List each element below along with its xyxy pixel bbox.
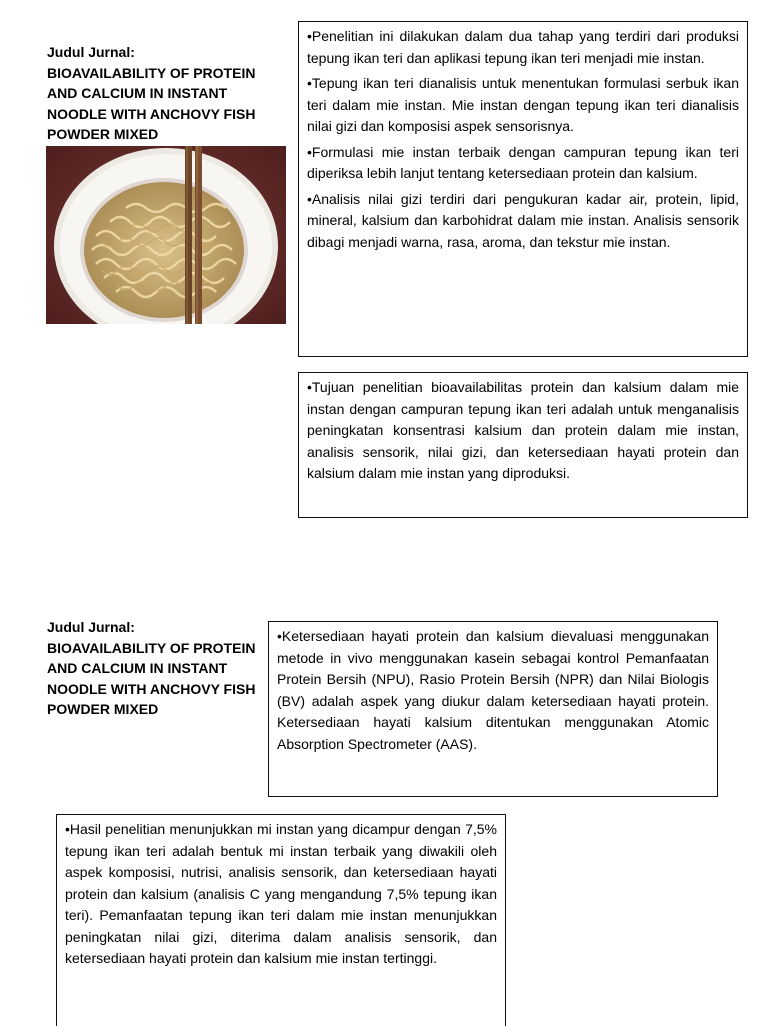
journal-title-2: BIOAVAILABILITY OF PROTEIN AND CALCIUM IN INSTANT NOODLE WITH ANCHOVY FISH POWDER MIXED — [47, 639, 256, 717]
journal-title-label-2: Judul Jurnal: — [47, 619, 135, 635]
method-paragraph-1: •Penelitian ini dilakukan dalam dua tahap yang terdiri dari produksi tepung ikan teri dan aplikasi tepung ikan teri menjadi mie instan. — [307, 28, 739, 66]
journal-title-block — [47, 42, 272, 145]
noodle-bowl-illustration — [46, 146, 286, 324]
slide-2 — [0, 600, 768, 1024]
bioavailability-method-text: •Ketersediaan hayati protein dan kalsium dievaluasi menggunakan metode in vivo menggunakan kasein sebagai kontrol Pemanfaatan Protein Bersih (NPU), Rasio Protein Bersih (NPR) dan Nilai Biologis (BV) adalah aspek yang diukur dalam ketersediaan hayati protein. Ketersediaan hayati kalsium ditentukan menggunakan Atomic Absorption Spectrometer (AAS). — [277, 628, 709, 752]
method-summary-box — [298, 21, 748, 357]
results-text: •Hasil penelitian menunjukkan mi instan yang dicampur dengan 7,5% tepung ikan teri adalah bentuk mi instan terbaik yang diwakili oleh aspek komposisi, nutrisi, analisis sensorik, dan ketersediaan hayati protein dan kalsium (analisis C yang mengandung 7,5% tepung ikan teri). Pemanfaatan tepung ikan teri dalam mie instan menunjukkan peningkatan nilai gizi, diterima dalam analisis sensorik, dan ketersediaan hayati protein dan kalsium mie instan tertinggi. — [65, 821, 497, 966]
noodle-bowl-image — [46, 146, 286, 324]
journal-title: BIOAVAILABILITY OF PROTEIN AND CALCIUM IN INSTANT NOODLE WITH ANCHOVY FISH POWDER MIXED — [47, 64, 256, 142]
method-paragraph-3: •Formulasi mie instan terbaik dengan campuran tepung ikan teri diperiksa lebih lanjut tentang ketersediaan protein dan kalsium. — [307, 143, 739, 181]
bioavailability-method-box — [268, 621, 718, 797]
results-box — [56, 814, 506, 1026]
method-paragraph-2: •Tepung ikan teri dianalisis untuk menentukan formulasi serbuk ikan teri dalam mie instan. Mie instan dengan tepung ikan teri dianalisis nilai gizi dan komposisi aspek sensorisnya. — [307, 75, 739, 134]
method-paragraph-4: •Analisis nilai gizi terdiri dari pengukuran kadar air, protein, lipid, mineral, kalsium dan karbohidrat dalam mie instan. Analisis sensorik dibagi menjadi warna, rasa, aroma, dan tekstur mie instan. — [307, 190, 739, 250]
journal-title-block-2 — [47, 617, 272, 720]
slide-1 — [0, 0, 768, 512]
objective-text: •Tujuan penelitian bioavailabilitas protein dan kalsium dalam mie instan dengan campuran tepung ikan teri adalah untuk menganalisis peningkatan konsentrasi kalsium dan protein dalam mie instan, analisis sensorik, nilai gizi, dan ketersediaan hayati protein dan kalsium dalam mie instan yang diproduksi. — [307, 379, 739, 481]
journal-title-label: Judul Jurnal: — [47, 44, 135, 60]
objective-box — [298, 372, 748, 518]
